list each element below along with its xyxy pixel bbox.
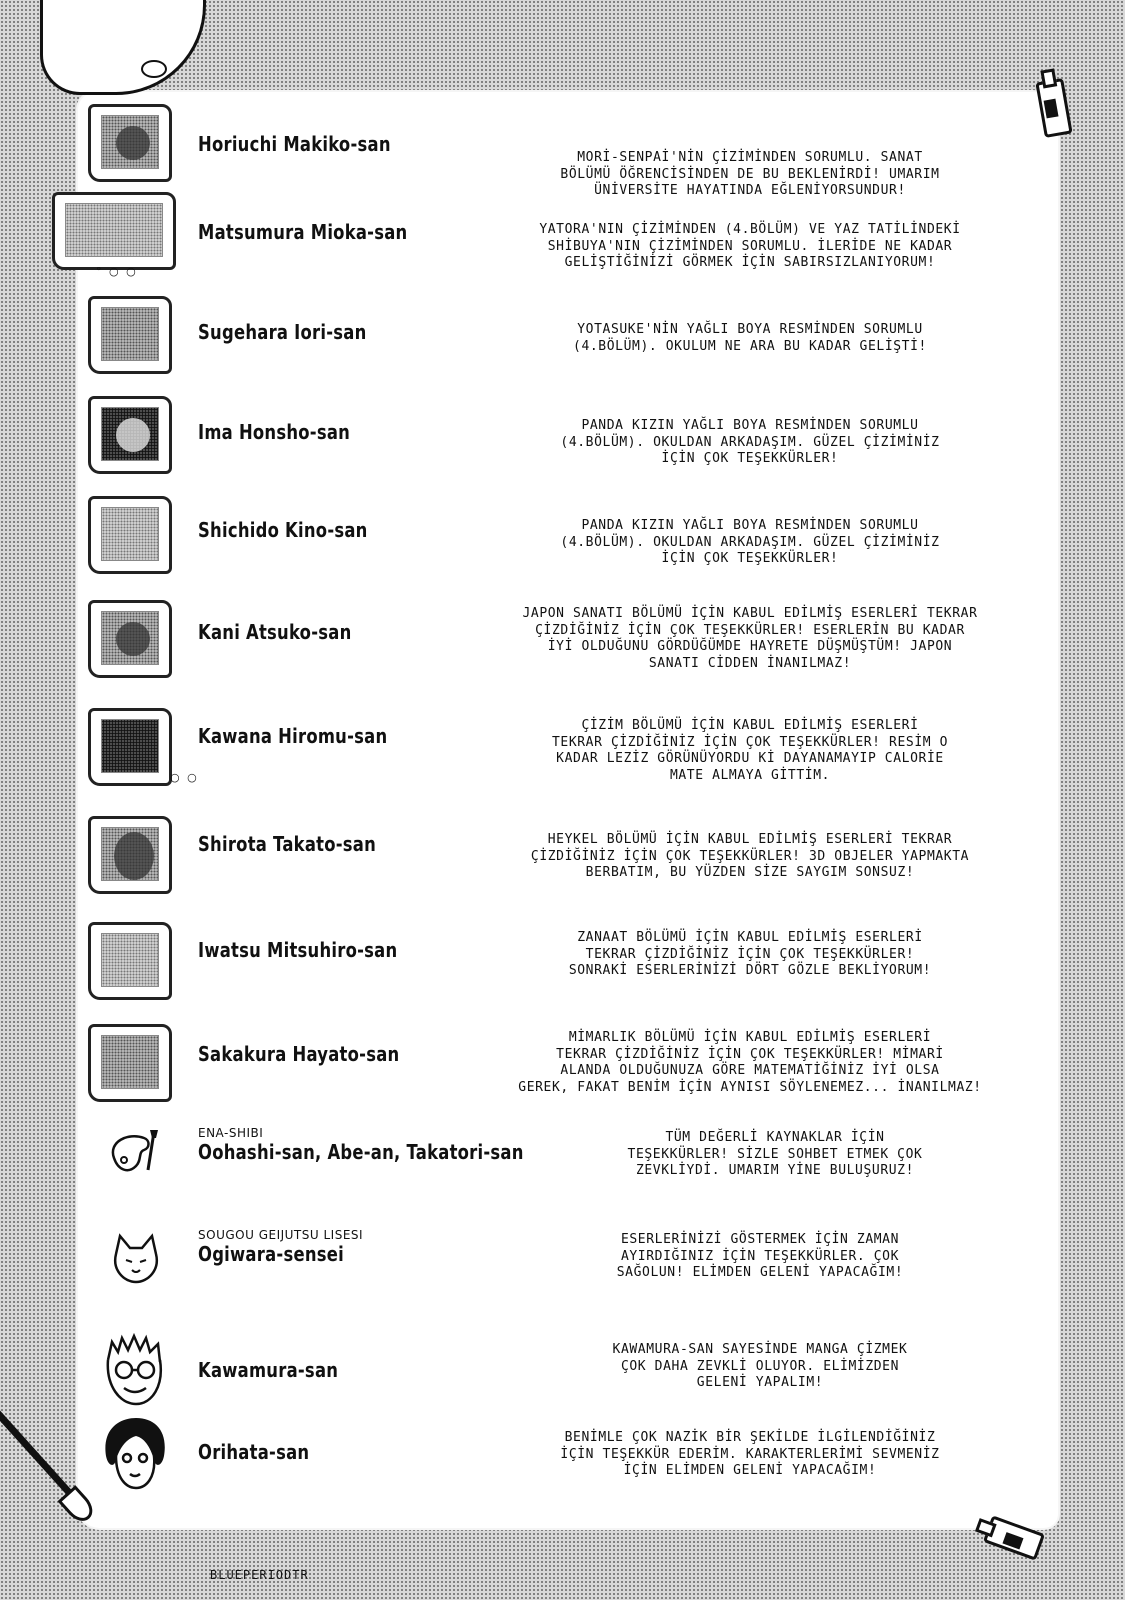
artwork-thumbnail xyxy=(88,600,172,678)
cat-face-icon xyxy=(106,1230,166,1290)
artwork-thumbnail xyxy=(88,296,172,374)
credit-row xyxy=(0,596,1125,688)
credit-description: ÇİZİM BÖLÜMÜ İÇİN KABUL EDİLMİŞ ESERLERİ TEKRAR ÇİZDİĞİNİZ İÇİN ÇOK TEŞEKKÜRLER! RESİM O KADAR LEZİZ GÖRÜNÜYORDU Kİ DAYANAMAYIP CALORİE MATE ALMAYA GİTTİM. xyxy=(551,718,949,783)
credit-description: PANDA KIZIN YAĞLI BOYA RESMİNDEN SORUMLU (4.BÖLÜM). OKULDAN ARKADAŞIM. GÜZEL ÇİZİMİNİZ İÇİN ÇOK TEŞEKKÜRLER! xyxy=(560,418,940,466)
credit-description: YATORA'NIN ÇİZİMİNDEN (4.BÖLÜM) VE YAZ TATİLİNDEKİ SHİBUYA'NIN ÇİZİMİNDEN SORUMLU. İLERİDE NE KADAR GELİŞTİĞİNİZİ GÖRMEK İÇİN SABIRSIZLANIYORUM! xyxy=(539,222,961,270)
credit-name: Shichido Kino-san xyxy=(198,518,368,542)
palette-brush-icon xyxy=(106,1124,166,1184)
artwork-thumbnail xyxy=(88,708,172,786)
credit-name: Kawamura-san xyxy=(198,1358,339,1382)
credit-name: Matsumura Mioka-san xyxy=(198,220,408,244)
credit-description: KAWAMURA-SAN SAYESİNDE MANGA ÇİZMEK ÇOK DAHA ZEVKLİ OLUYOR. ELİMİZDEN GELENİ YAPALIM! xyxy=(612,1342,908,1390)
credit-row xyxy=(0,100,1125,198)
credit-name: Iwatsu Mitsuhiro-san xyxy=(198,938,398,962)
speech-bubble-dots: ° ○ ○ xyxy=(96,265,138,278)
palette-decoration xyxy=(40,0,206,95)
credit-description: YOTASUKE'NİN YAĞLI BOYA RESMİNDEN SORUMLU (4.BÖLÜM). OKULUM NE ARA BU KADAR GELİŞTİ! xyxy=(573,322,927,354)
artwork-thumbnail xyxy=(88,1024,172,1102)
scanlation-credit: BLUEPERIODTR xyxy=(210,1568,309,1582)
credit-row xyxy=(0,1420,1125,1512)
speech-bubble-dots: ○ ○ xyxy=(170,771,199,784)
credit-row xyxy=(0,704,1125,796)
credit-name: Ima Honsho-san xyxy=(198,420,351,444)
credit-description: MORİ-SENPAİ'NİN ÇİZİMİNDEN SORUMLU. SANAT BÖLÜMÜ ÖĞRENCİSİNDEN DE BU BEKLENİRDİ! UMARIM ÜNİVERSİTE HAYATINDA EĞLENİYORSUNDUR! xyxy=(560,150,940,198)
credit-name: Sugehara Iori-san xyxy=(198,320,367,344)
credit-row xyxy=(0,918,1125,1010)
credit-description: PANDA KIZIN YAĞLI BOYA RESMİNDEN SORUMLU (4.BÖLÜM). OKULDAN ARKADAŞIM. GÜZEL ÇİZİMİNİZ İÇİN ÇOK TEŞEKKÜRLER! xyxy=(560,518,940,566)
artwork-thumbnail xyxy=(88,922,172,1000)
credit-description: TÜM DEĞERLİ KAYNAKLAR İÇİN TEŞEKKÜRLER! SİZLE SOHBET ETMEK ÇOK ZEVKLİYDİ. UMARIM YİNE BULUŞURUZ! xyxy=(627,1130,923,1178)
credit-row xyxy=(0,812,1125,904)
glasses-face-icon xyxy=(100,1330,170,1410)
credit-row xyxy=(0,188,1125,280)
credit-description: MİMARLIK BÖLÜMÜ İÇİN KABUL EDİLMİŞ ESERLERİ TEKRAR ÇİZDİĞİNİZ İÇİN ÇOK TEŞEKKÜRLER! MİMARİ ALANDA OLDUĞUNUZA GÖRE MATEMATİĞİNİZ İYİ OLSA GEREK, FAKAT BENİM İÇİN AYNISI SÖYLENEMEZ... İNANILMAZ! xyxy=(518,1030,982,1095)
organization-label: SOUGOU GEIJUTSU LISESI xyxy=(198,1228,364,1242)
credit-row xyxy=(0,1222,1125,1314)
credit-name: Oohashi-san, Abe-an, Takatori-san xyxy=(198,1140,524,1164)
palette-hole xyxy=(141,60,167,78)
artwork-thumbnail xyxy=(88,816,172,894)
credit-name: Orihata-san xyxy=(198,1440,310,1464)
artwork-thumbnail xyxy=(88,104,172,182)
artwork-thumbnail xyxy=(88,396,172,474)
credit-description: BENİMLE ÇOK NAZİK BİR ŞEKİLDE İLGİLENDİĞİNİZ İÇİN TEŞEKKÜR EDERİM. KARAKTERLERİMİ SEVMENİZ İÇİN ELİMDEN GELENİ YAPACAĞIM! xyxy=(560,1430,940,1478)
credit-name: Horiuchi Makiko-san xyxy=(198,132,391,156)
credit-row xyxy=(0,1118,1125,1210)
credit-row xyxy=(0,392,1125,484)
girl-face-icon xyxy=(100,1416,170,1496)
credit-row xyxy=(0,1020,1125,1112)
credit-description: JAPON SANATI BÖLÜMÜ İÇİN KABUL EDİLMİŞ ESERLERİ TEKRAR ÇİZDİĞİNİZ İÇİN ÇOK TEŞEKKÜRLER! ESERLERİN BU KADAR İYİ OLDUĞUNU GÖRDÜĞÜMDE HAYRETE DÜŞMÜŞTÜM! JAPON SANATI CİDDEN İNANILMAZ! xyxy=(522,606,978,671)
credit-row xyxy=(0,292,1125,384)
credit-name: Sakakura Hayato-san xyxy=(198,1042,400,1066)
credit-name: Shirota Takato-san xyxy=(198,832,377,856)
credit-name: Ogiwara-sensei xyxy=(198,1242,344,1266)
credit-name: Kani Atsuko-san xyxy=(198,620,352,644)
credit-name: Kawana Hiromu-san xyxy=(198,724,388,748)
credit-row xyxy=(0,1332,1125,1424)
credit-description: ESERLERİNİZİ GÖSTERMEK İÇİN ZAMAN AYIRDIĞINIZ İÇİN TEŞEKKÜRLER. ÇOK SAĞOLUN! ELİMDEN GELENİ YAPACAĞIM! xyxy=(616,1232,904,1280)
credit-row xyxy=(0,492,1125,584)
credit-description: HEYKEL BÖLÜMÜ İÇİN KABUL EDİLMİŞ ESERLERİ TEKRAR ÇİZDİĞİNİZ İÇİN ÇOK TEŞEKKÜRLER! 3D OBJELER YAPMAKTA BERBATIM, BU YÜZDEN SİZE SAYGIM SONSUZ! xyxy=(530,832,970,880)
credit-description: ZANAAT BÖLÜMÜ İÇİN KABUL EDİLMİŞ ESERLERİ TEKRAR ÇİZDİĞİNİZ İÇİN ÇOK TEŞEKKÜRLER! SONRAKİ ESERLERİNİZİ DÖRT GÖZLE BEKLİYORUM! xyxy=(568,930,932,978)
artwork-thumbnail xyxy=(52,192,176,270)
artwork-thumbnail xyxy=(88,496,172,574)
organization-label: ENA-SHIBI xyxy=(198,1126,264,1140)
